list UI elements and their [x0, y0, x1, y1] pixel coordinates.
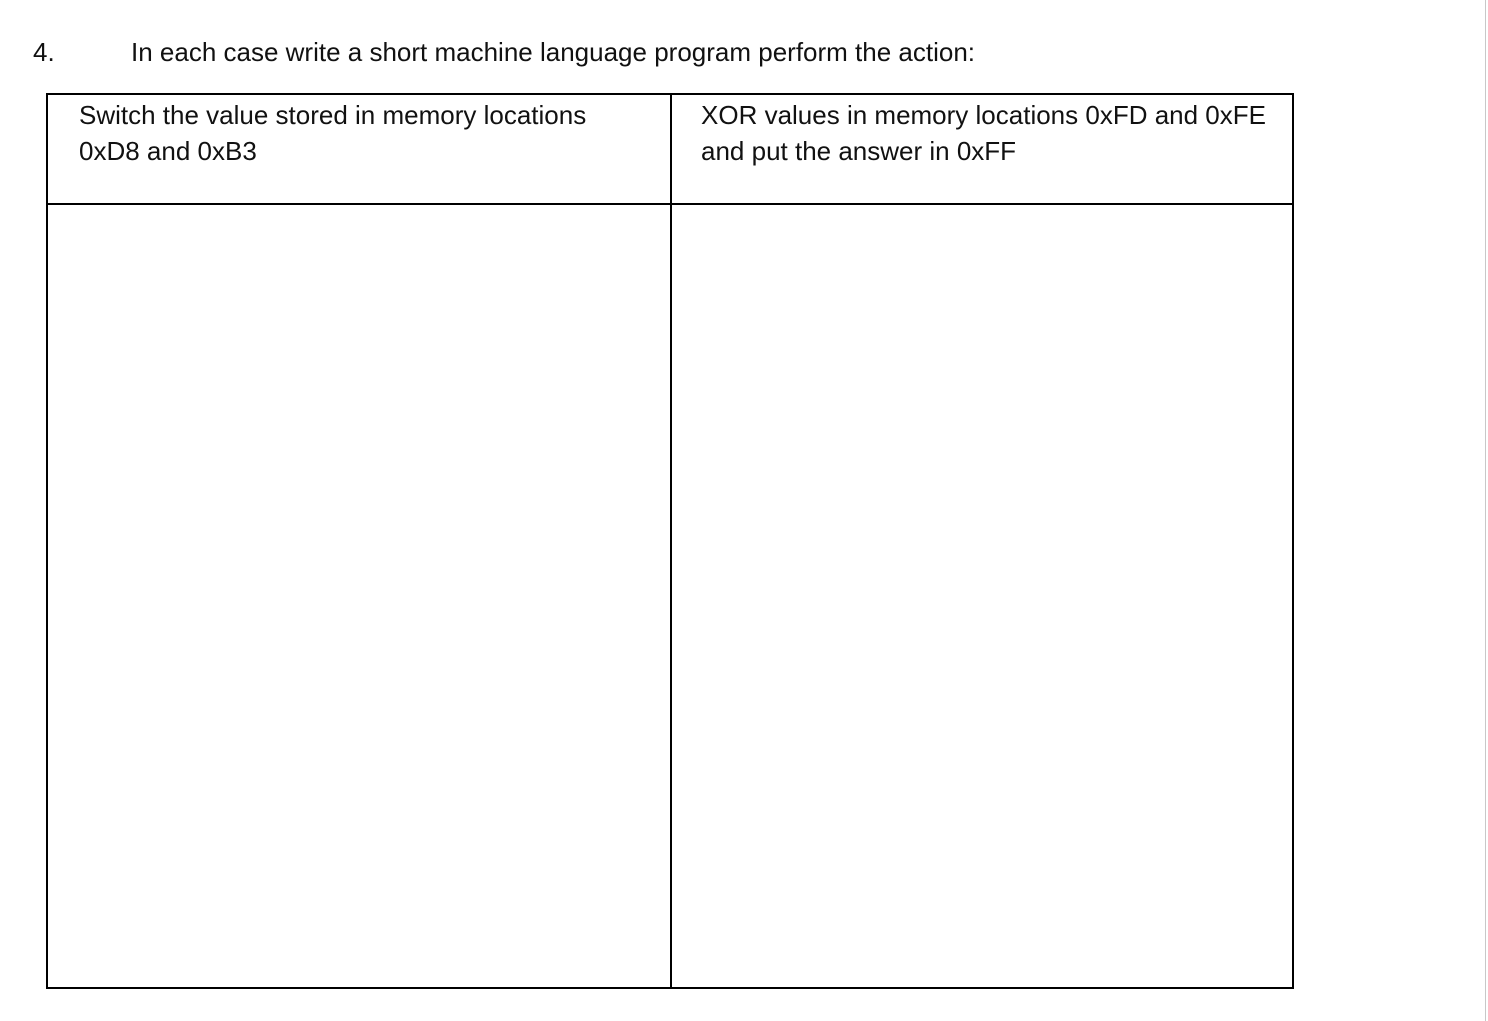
task-instruction-swap: Switch the value stored in memory locations 0xD8 and 0xB3 — [79, 100, 587, 166]
page-edge-rule — [1485, 0, 1486, 1021]
question-number: 4. — [33, 37, 55, 67]
task-cell-xor — [671, 94, 1293, 204]
task-cell-swap — [47, 94, 671, 204]
task-row — [47, 94, 1293, 204]
answer-area-swap[interactable] — [47, 204, 671, 988]
answer-table — [46, 93, 1294, 989]
answer-area-xor[interactable] — [671, 204, 1293, 988]
task-instruction-xor: XOR values in memory locations 0xFD and 0xFE and put the answer in 0xFF — [701, 100, 1266, 166]
question-prompt: In each case write a short machine language program perform the action: — [131, 37, 976, 67]
answer-row — [47, 204, 1293, 988]
